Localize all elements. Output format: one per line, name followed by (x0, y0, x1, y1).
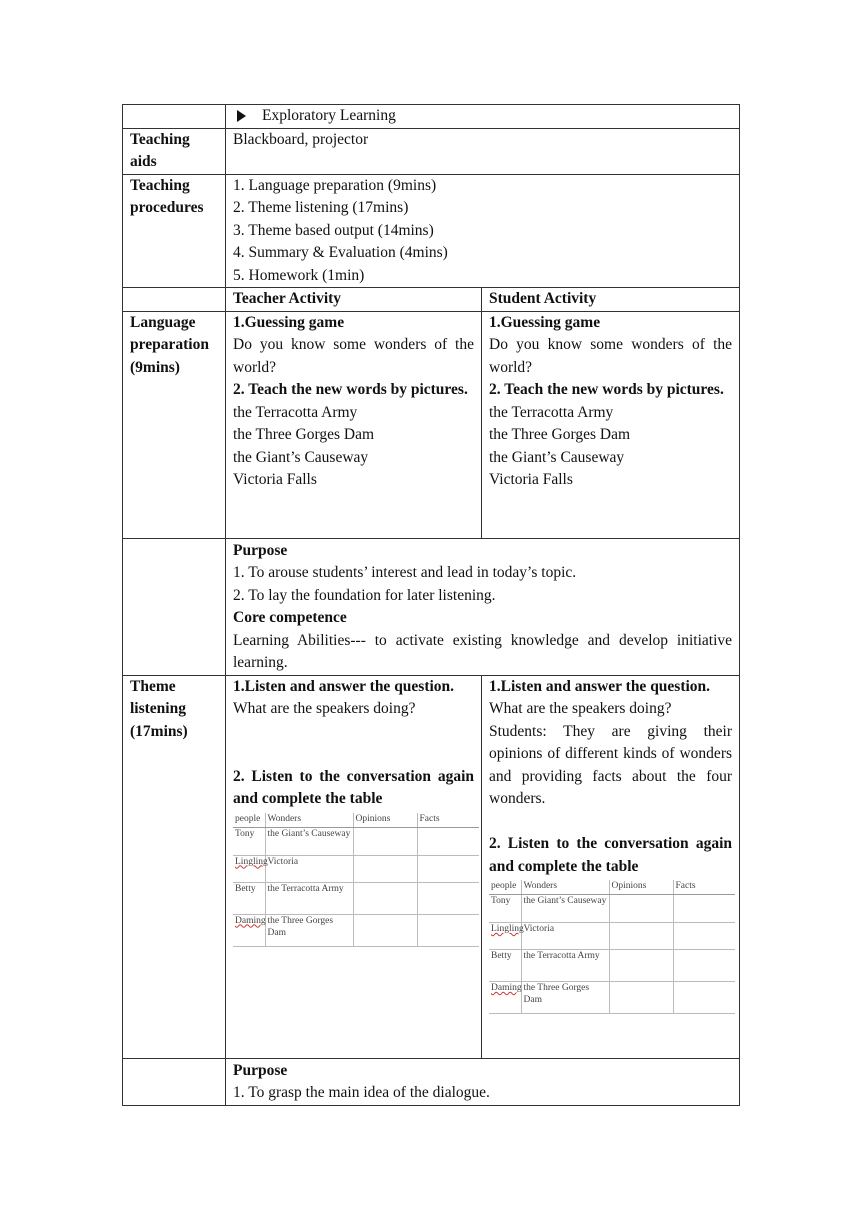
worksheet-blank (609, 895, 673, 923)
worksheet-blank (673, 923, 735, 950)
core-competence-title: Core competence (233, 609, 347, 626)
teach-words-heading: 2. Teach the new words by pictures. (233, 381, 468, 398)
aids-label: Teaching aids (123, 128, 226, 174)
core-competence-text: Learning Abilities--- to activate existing knowledge and develop initiative learning. (233, 631, 733, 671)
worksheet-row (233, 882, 479, 914)
worksheet-wonder: the Three Gorges Dam (521, 982, 609, 1014)
purpose-title: Purpose (233, 1061, 288, 1079)
language-prep-label: Language preparation (9mins) (123, 311, 226, 538)
worksheet-blank (353, 827, 417, 855)
worksheet-header: Wonders (521, 880, 609, 895)
worksheet-wonder: Victoria (521, 923, 609, 950)
worksheet-header: Wonders (265, 813, 353, 828)
word-item: the Terracotta Army (489, 403, 614, 421)
worksheet-row (489, 895, 735, 923)
procedures-label: Teaching procedures (123, 174, 226, 288)
worksheet-person: Daming (489, 982, 521, 1014)
worksheet-row (489, 982, 735, 1014)
activity-header-row (123, 288, 740, 312)
worksheet-header: people (489, 880, 521, 895)
arrow-bullet-icon (237, 110, 246, 122)
aids-row (123, 128, 740, 174)
method-exploratory: Exploratory Learning (262, 107, 396, 124)
teacher-activity-header: Teacher Activity (226, 288, 482, 312)
worksheet-table-image (233, 813, 479, 947)
worksheet-person: Lingling (489, 923, 521, 950)
worksheet-blank (609, 923, 673, 950)
worksheet-row (489, 950, 735, 982)
procedure-item: 1. Language preparation (9mins) (233, 176, 437, 194)
worksheet-header: Facts (673, 880, 735, 895)
worksheet-wonder: the Giant’s Causeway (521, 895, 609, 923)
complete-table-heading: 2. Listen to the conversation again and complete the table (233, 767, 474, 807)
methods-row (123, 105, 740, 129)
worksheet-header: people (233, 813, 265, 828)
worksheet-person: Betty (489, 950, 521, 982)
worksheet-row (489, 923, 735, 950)
worksheet-wonder: the Terracotta Army (521, 950, 609, 982)
teach-words-heading: 2. Teach the new words by pictures. (489, 381, 724, 398)
header-empty-cell (123, 288, 226, 312)
procedure-item: 3. Theme based output (14mins) (233, 221, 434, 239)
word-item: the Three Gorges Dam (489, 426, 631, 443)
worksheet-header: Opinions (609, 880, 673, 895)
purpose-empty-cell (123, 1058, 226, 1105)
worksheet-blank (673, 982, 735, 1014)
worksheet-person: Daming (233, 914, 265, 946)
language-student-cell (482, 311, 740, 538)
procedure-item: 5. Homework (1min) (233, 266, 365, 284)
purpose-row (123, 538, 740, 675)
purpose-cell (226, 1058, 740, 1105)
guessing-question: Do you know some wonders of the world? (489, 336, 733, 376)
purpose-item: 1. To grasp the main idea of the dialogue. (233, 1084, 490, 1101)
procedures-cell (226, 174, 740, 288)
worksheet-person: Betty (233, 882, 265, 914)
listen-question: What are the speakers doing? (233, 700, 416, 717)
worksheet-row (233, 855, 479, 882)
word-item: the Terracotta Army (233, 403, 358, 421)
worksheet-blank (609, 982, 673, 1014)
student-answer: Students: They are giving their opinions of different kinds of wonders and providing facts about the four wonders. (489, 722, 733, 807)
worksheet-header: Opinions (353, 813, 417, 828)
theme-listening-label: Theme listening (17mins) (123, 675, 226, 1058)
worksheet-header-row (489, 880, 735, 895)
aids-value: Blackboard, projector (226, 128, 740, 174)
methods-cell (226, 105, 740, 129)
worksheet-blank (353, 914, 417, 946)
lesson-plan-table (122, 104, 740, 1106)
listening-student-cell (482, 675, 740, 1058)
methods-label-cell (123, 105, 226, 129)
worksheet-blank (353, 855, 417, 882)
purpose-item: 2. To lay the foundation for later listening. (233, 586, 496, 604)
purpose-row (123, 1058, 740, 1105)
worksheet-wonder: the Giant’s Causeway (265, 827, 353, 855)
word-item: the Three Gorges Dam (233, 426, 375, 443)
worksheet-header-row (233, 813, 479, 828)
worksheet-wonder: the Three Gorges Dam (265, 914, 353, 946)
complete-table-heading: 2. Listen to the conversation again and complete the table (489, 835, 733, 875)
worksheet-row (233, 827, 479, 855)
worksheet-blank (673, 895, 735, 923)
word-item: Victoria Falls (489, 471, 573, 488)
listening-teacher-cell (226, 675, 482, 1058)
language-teacher-cell (226, 311, 482, 538)
theme-listening-row (123, 675, 740, 1058)
word-item: the Giant’s Causeway (233, 448, 369, 466)
purpose-title: Purpose (233, 541, 288, 559)
purpose-item: 1. To arouse students’ interest and lead in today’s topic. (233, 564, 577, 581)
worksheet-wonder: Victoria (265, 855, 353, 882)
worksheet-person: Tony (233, 827, 265, 855)
worksheet-blank (353, 882, 417, 914)
worksheet-blank (417, 827, 479, 855)
guessing-game-heading: 1.Guessing game (233, 313, 345, 331)
listen-answer-heading: 1.Listen and answer the question. (233, 677, 455, 695)
student-activity-header: Student Activity (482, 288, 740, 312)
procedure-item: 2. Theme listening (17mins) (233, 199, 409, 216)
purpose-cell (226, 538, 740, 675)
worksheet-person: Lingling (233, 855, 265, 882)
worksheet-blank (417, 855, 479, 882)
guessing-game-heading: 1.Guessing game (489, 313, 601, 331)
worksheet-row (233, 914, 479, 946)
guessing-question: Do you know some wonders of the world? (233, 336, 474, 376)
procedures-row (123, 174, 740, 288)
listen-answer-heading: 1.Listen and answer the question. (489, 677, 711, 695)
worksheet-blank (609, 950, 673, 982)
language-prep-row (123, 311, 740, 538)
listen-question: What are the speakers doing? (489, 700, 672, 717)
word-item: the Giant’s Causeway (489, 448, 625, 466)
worksheet-blank (417, 914, 479, 946)
worksheet-person: Tony (489, 895, 521, 923)
procedure-item: 4. Summary & Evaluation (4mins) (233, 244, 448, 261)
worksheet-header: Facts (417, 813, 479, 828)
word-item: Victoria Falls (233, 471, 317, 488)
purpose-empty-cell (123, 538, 226, 675)
worksheet-wonder: the Terracotta Army (265, 882, 353, 914)
worksheet-blank (417, 882, 479, 914)
worksheet-table-image (489, 880, 735, 1014)
worksheet-blank (673, 950, 735, 982)
